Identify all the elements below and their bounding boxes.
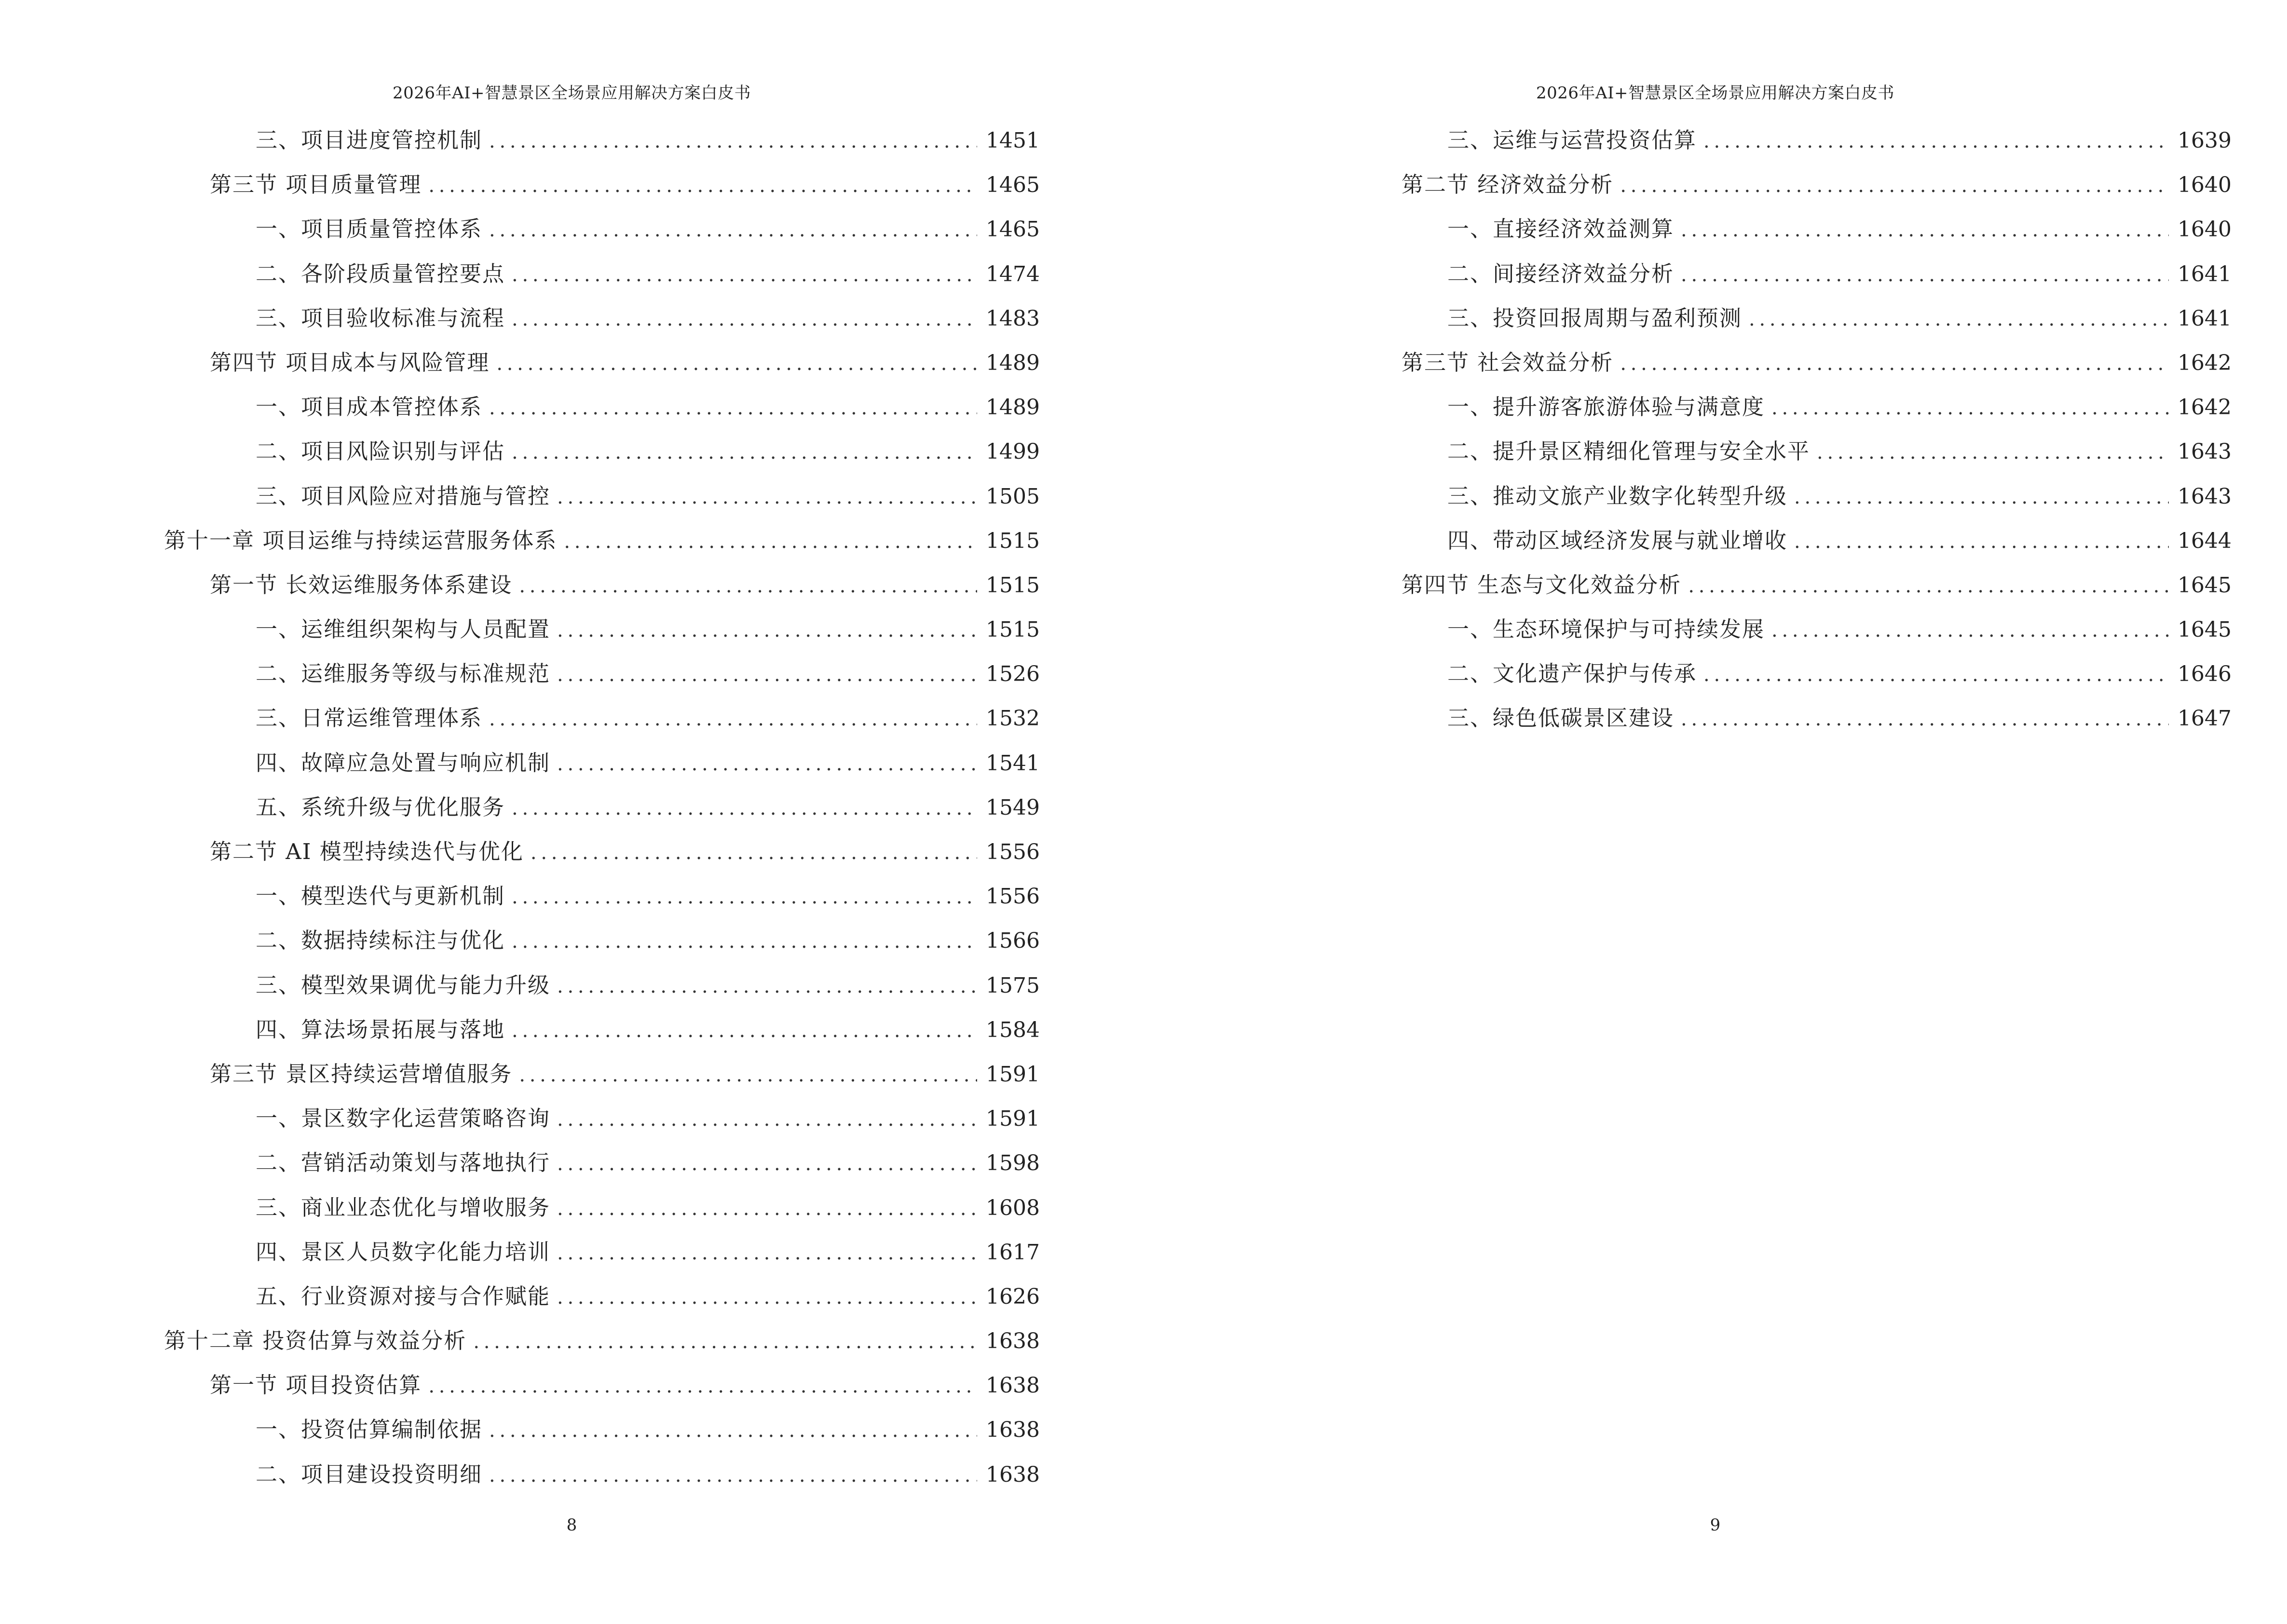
toc-entry-title: 第四节 项目成本与风险管理 bbox=[210, 349, 490, 375]
dot-leader bbox=[1749, 297, 2169, 341]
toc-subsection-entry[interactable] bbox=[1356, 652, 2232, 696]
toc-entry-page-number: 1591 bbox=[986, 1106, 1040, 1132]
toc-subsection-entry[interactable] bbox=[164, 1186, 1040, 1230]
dot-leader bbox=[1794, 519, 2169, 564]
toc-section-entry[interactable] bbox=[164, 563, 1040, 607]
toc-entry-title: 二、文化遗产保护与传承 bbox=[1447, 661, 1697, 687]
toc-entry-title: 一、项目成本管控体系 bbox=[256, 394, 483, 420]
toc-entry-page-number: 1541 bbox=[986, 751, 1040, 776]
page-header: 2026年AI+智慧景区全场景应用解决方案白皮书 bbox=[393, 83, 751, 103]
dot-leader bbox=[428, 1364, 977, 1408]
dot-leader bbox=[489, 1408, 977, 1453]
toc-subsection-entry[interactable] bbox=[164, 696, 1040, 740]
toc-entry-title: 第三节 项目质量管理 bbox=[210, 172, 422, 198]
dot-leader bbox=[512, 297, 977, 341]
dot-leader bbox=[557, 1231, 977, 1275]
toc-entry-title: 第二节 AI 模型持续迭代与优化 bbox=[210, 839, 524, 864]
toc-subsection-entry[interactable] bbox=[164, 963, 1040, 1008]
toc-entry-title: 三、日常运维管理体系 bbox=[256, 705, 483, 731]
dot-leader bbox=[1681, 253, 2169, 297]
dot-leader bbox=[1771, 608, 2169, 653]
toc-entry-title: 三、模型效果调优与能力升级 bbox=[256, 972, 551, 998]
toc-entry-title: 四、故障应急处置与响应机制 bbox=[256, 750, 551, 776]
toc-entry-title: 一、运维组织架构与人员配置 bbox=[256, 616, 551, 642]
dot-leader bbox=[557, 1097, 977, 1142]
toc-entry-title: 三、推动文旅产业数字化转型升级 bbox=[1447, 483, 1788, 509]
toc-entry-page-number: 1640 bbox=[2178, 173, 2232, 198]
toc-subsection-entry[interactable] bbox=[164, 1407, 1040, 1452]
toc-entry-title: 二、运维服务等级与标准规范 bbox=[256, 661, 551, 687]
dot-leader bbox=[1620, 164, 2169, 208]
toc-entry-title: 二、各阶段质量管控要点 bbox=[256, 260, 505, 287]
toc-entry-page-number: 1515 bbox=[986, 573, 1040, 598]
toc-entry-title: 二、项目建设投资明细 bbox=[256, 1461, 483, 1487]
dot-leader bbox=[489, 208, 977, 252]
toc-entry-title: 第一节 项目投资估算 bbox=[210, 1372, 422, 1398]
dot-leader bbox=[1620, 341, 2169, 386]
toc-section-entry[interactable] bbox=[1356, 563, 2232, 607]
toc-subsection-entry[interactable] bbox=[164, 252, 1040, 296]
toc-subsection-entry[interactable] bbox=[164, 1452, 1040, 1497]
toc-entry-page-number: 1451 bbox=[986, 128, 1040, 153]
toc-entry-page-number: 1626 bbox=[986, 1284, 1040, 1309]
toc-entry-title: 第二节 经济效益分析 bbox=[1402, 172, 1614, 198]
toc-entry-title: 第十二章 投资估算与效益分析 bbox=[164, 1328, 467, 1354]
toc-subsection-entry[interactable] bbox=[164, 207, 1040, 251]
toc-subsection-entry[interactable] bbox=[164, 918, 1040, 963]
toc-entry-page-number: 1489 bbox=[986, 395, 1040, 420]
toc-subsection-entry[interactable] bbox=[1356, 207, 2232, 251]
toc-entry-page-number: 1483 bbox=[986, 306, 1040, 331]
toc-entry-title: 一、景区数字化运营策略咨询 bbox=[256, 1105, 551, 1132]
toc-entry-title: 三、绿色低碳景区建设 bbox=[1447, 705, 1674, 731]
toc-subsection-entry[interactable] bbox=[1356, 252, 2232, 296]
toc-subsection-entry[interactable] bbox=[164, 429, 1040, 474]
toc-entry-page-number: 1640 bbox=[2178, 217, 2232, 242]
toc-chapter-entry[interactable] bbox=[164, 519, 1040, 563]
toc-subsection-entry[interactable] bbox=[1356, 429, 2232, 474]
page-number: 9 bbox=[1710, 1515, 1721, 1535]
toc-entry-title: 二、营销活动策划与落地执行 bbox=[256, 1150, 551, 1176]
toc-entry-page-number: 1645 bbox=[2178, 617, 2232, 642]
toc-subsection-entry[interactable] bbox=[164, 1274, 1040, 1319]
dot-leader bbox=[557, 742, 977, 786]
toc-entry-page-number: 1549 bbox=[986, 795, 1040, 820]
toc-section-entry[interactable] bbox=[164, 341, 1040, 385]
toc-section-entry[interactable] bbox=[1356, 163, 2232, 207]
toc-entry-page-number: 1638 bbox=[986, 1329, 1040, 1354]
toc-subsection-entry[interactable] bbox=[164, 741, 1040, 785]
toc-entry-page-number: 1515 bbox=[986, 617, 1040, 642]
dot-leader bbox=[512, 1009, 977, 1053]
toc-entry-page-number: 1638 bbox=[986, 1462, 1040, 1487]
toc-page-right bbox=[1144, 0, 2287, 1624]
toc-subsection-entry[interactable] bbox=[164, 1096, 1040, 1141]
toc-subsection-entry[interactable] bbox=[1356, 296, 2232, 341]
toc-entry-title: 三、投资回报周期与盈利预测 bbox=[1447, 305, 1742, 331]
toc-entry-title: 一、直接经济效益测算 bbox=[1447, 216, 1674, 242]
toc-entry-title: 三、项目验收标准与流程 bbox=[256, 305, 505, 331]
toc-entry-page-number: 1465 bbox=[986, 173, 1040, 198]
toc-entry-title: 一、模型迭代与更新机制 bbox=[256, 883, 505, 909]
toc-entry-page-number: 1647 bbox=[2178, 706, 2232, 731]
toc-entry-title: 四、带动区域经济发展与就业增收 bbox=[1447, 527, 1788, 553]
toc-entry-title: 二、项目风险识别与评估 bbox=[256, 438, 505, 464]
toc-entry-page-number: 1556 bbox=[986, 884, 1040, 909]
dot-leader bbox=[519, 564, 977, 608]
dot-leader bbox=[496, 341, 977, 386]
toc-entry-page-number: 1643 bbox=[2178, 439, 2232, 464]
toc-entry-title: 二、提升景区精细化管理与安全水平 bbox=[1447, 438, 1811, 464]
toc-subsection-entry[interactable] bbox=[1356, 385, 2232, 429]
toc-entry-page-number: 1465 bbox=[986, 217, 1040, 242]
toc-subsection-entry[interactable] bbox=[1356, 696, 2232, 740]
toc-entry-page-number: 1526 bbox=[986, 662, 1040, 687]
dot-leader bbox=[489, 697, 977, 741]
dot-leader bbox=[512, 430, 977, 475]
toc-section-entry[interactable] bbox=[164, 830, 1040, 874]
toc-subsection-entry[interactable] bbox=[1356, 607, 2232, 652]
dot-leader bbox=[1794, 475, 2169, 519]
dot-leader bbox=[519, 1053, 977, 1097]
toc-subsection-entry[interactable] bbox=[164, 296, 1040, 341]
toc-entry-page-number: 1499 bbox=[986, 439, 1040, 464]
dot-leader bbox=[512, 253, 977, 297]
dot-leader bbox=[557, 1275, 977, 1320]
toc-entry-title: 二、间接经济效益分析 bbox=[1447, 260, 1674, 287]
dot-leader bbox=[512, 786, 977, 831]
toc-list bbox=[1356, 118, 2232, 741]
toc-subsection-entry[interactable] bbox=[164, 385, 1040, 429]
dot-leader bbox=[1681, 697, 2169, 741]
toc-entry-page-number: 1505 bbox=[986, 484, 1040, 509]
toc-entry-page-number: 1646 bbox=[2178, 662, 2232, 687]
dot-leader bbox=[557, 608, 977, 653]
toc-entry-title: 一、项目质量管控体系 bbox=[256, 216, 483, 242]
toc-entry-title: 三、商业业态优化与增收服务 bbox=[256, 1194, 551, 1220]
toc-entry-page-number: 1515 bbox=[986, 528, 1040, 553]
toc-entry-title: 五、系统升级与优化服务 bbox=[256, 794, 505, 820]
dot-leader bbox=[557, 1142, 977, 1186]
toc-section-entry[interactable] bbox=[164, 163, 1040, 207]
toc-entry-title: 三、项目风险应对措施与管控 bbox=[256, 483, 551, 509]
dot-leader bbox=[564, 519, 977, 564]
toc-subsection-entry[interactable] bbox=[164, 607, 1040, 652]
dot-leader bbox=[512, 875, 977, 919]
toc-entry-page-number: 1642 bbox=[2178, 395, 2232, 420]
dot-leader bbox=[473, 1320, 977, 1364]
toc-entry-page-number: 1532 bbox=[986, 706, 1040, 731]
toc-entry-title: 二、数据持续标注与优化 bbox=[256, 928, 505, 954]
dot-leader bbox=[512, 919, 977, 964]
toc-entry-title: 第四节 生态与文化效益分析 bbox=[1402, 572, 1682, 598]
toc-entry-page-number: 1617 bbox=[986, 1240, 1040, 1265]
dot-leader bbox=[489, 386, 977, 430]
toc-entry-page-number: 1643 bbox=[2178, 484, 2232, 509]
toc-subsection-entry[interactable] bbox=[1356, 519, 2232, 563]
toc-entry-page-number: 1642 bbox=[2178, 350, 2232, 375]
dot-leader bbox=[557, 475, 977, 519]
toc-entry-page-number: 1641 bbox=[2178, 261, 2232, 287]
toc-subsection-entry[interactable] bbox=[1356, 118, 2232, 163]
dot-leader bbox=[557, 1187, 977, 1231]
toc-entry-page-number: 1556 bbox=[986, 840, 1040, 864]
page-header: 2026年AI+智慧景区全场景应用解决方案白皮书 bbox=[1536, 83, 1894, 103]
toc-entry-title: 一、投资估算编制依据 bbox=[256, 1417, 483, 1443]
toc-entry-page-number: 1489 bbox=[986, 350, 1040, 375]
dot-leader bbox=[1681, 208, 2169, 252]
toc-entry-page-number: 1639 bbox=[2178, 128, 2232, 153]
page-number: 8 bbox=[566, 1515, 577, 1535]
toc-chapter-entry[interactable] bbox=[164, 1319, 1040, 1363]
dot-leader bbox=[1703, 653, 2169, 697]
toc-subsection-entry[interactable] bbox=[164, 474, 1040, 519]
toc-section-entry[interactable] bbox=[1356, 341, 2232, 385]
toc-entry-title: 五、行业资源对接与合作赋能 bbox=[256, 1283, 551, 1309]
dot-leader bbox=[1688, 564, 2169, 608]
toc-entry-page-number: 1591 bbox=[986, 1062, 1040, 1087]
toc-subsection-entry[interactable] bbox=[1356, 474, 2232, 519]
toc-entry-page-number: 1474 bbox=[986, 261, 1040, 287]
toc-entry-title: 四、景区人员数字化能力培训 bbox=[256, 1239, 551, 1265]
toc-subsection-entry[interactable] bbox=[164, 118, 1040, 163]
toc-entry-page-number: 1584 bbox=[986, 1017, 1040, 1042]
toc-section-entry[interactable] bbox=[164, 1052, 1040, 1096]
toc-entry-page-number: 1575 bbox=[986, 973, 1040, 998]
toc-entry-title: 第三节 社会效益分析 bbox=[1402, 349, 1614, 375]
toc-entry-title: 三、项目进度管控机制 bbox=[256, 127, 483, 153]
toc-entry-title: 三、运维与运营投资估算 bbox=[1447, 127, 1697, 153]
toc-section-entry[interactable] bbox=[164, 1363, 1040, 1407]
toc-entry-page-number: 1641 bbox=[2178, 306, 2232, 331]
toc-entry-title: 一、提升游客旅游体验与满意度 bbox=[1447, 394, 1765, 420]
toc-entry-page-number: 1566 bbox=[986, 928, 1040, 954]
toc-subsection-entry[interactable] bbox=[164, 874, 1040, 918]
toc-entry-title: 一、生态环境保护与可持续发展 bbox=[1447, 616, 1765, 642]
dot-leader bbox=[428, 164, 977, 208]
dot-leader bbox=[557, 653, 977, 697]
toc-subsection-entry[interactable] bbox=[164, 1141, 1040, 1185]
toc-entry-page-number: 1598 bbox=[986, 1151, 1040, 1176]
toc-entry-page-number: 1608 bbox=[986, 1195, 1040, 1220]
dot-leader bbox=[1703, 119, 2169, 164]
toc-entry-page-number: 1644 bbox=[2178, 528, 2232, 553]
dot-leader bbox=[1771, 386, 2169, 430]
toc-list bbox=[164, 118, 1040, 1497]
toc-subsection-entry[interactable] bbox=[164, 652, 1040, 696]
dot-leader bbox=[489, 1453, 977, 1498]
toc-subsection-entry[interactable] bbox=[164, 1008, 1040, 1052]
dot-leader bbox=[1817, 430, 2169, 475]
toc-entry-title: 第一节 长效运维服务体系建设 bbox=[210, 572, 513, 598]
dot-leader bbox=[489, 119, 977, 164]
toc-entry-page-number: 1645 bbox=[2178, 573, 2232, 598]
toc-entry-title: 四、算法场景拓展与落地 bbox=[256, 1016, 505, 1042]
toc-entry-page-number: 1638 bbox=[986, 1373, 1040, 1398]
toc-entry-title: 第三节 景区持续运营增值服务 bbox=[210, 1061, 513, 1087]
dot-leader bbox=[557, 964, 977, 1009]
toc-entry-page-number: 1638 bbox=[986, 1418, 1040, 1443]
toc-subsection-entry[interactable] bbox=[164, 785, 1040, 830]
toc-entry-title: 第十一章 项目运维与持续运营服务体系 bbox=[164, 527, 558, 553]
dot-leader bbox=[531, 831, 977, 875]
toc-subsection-entry[interactable] bbox=[164, 1230, 1040, 1274]
